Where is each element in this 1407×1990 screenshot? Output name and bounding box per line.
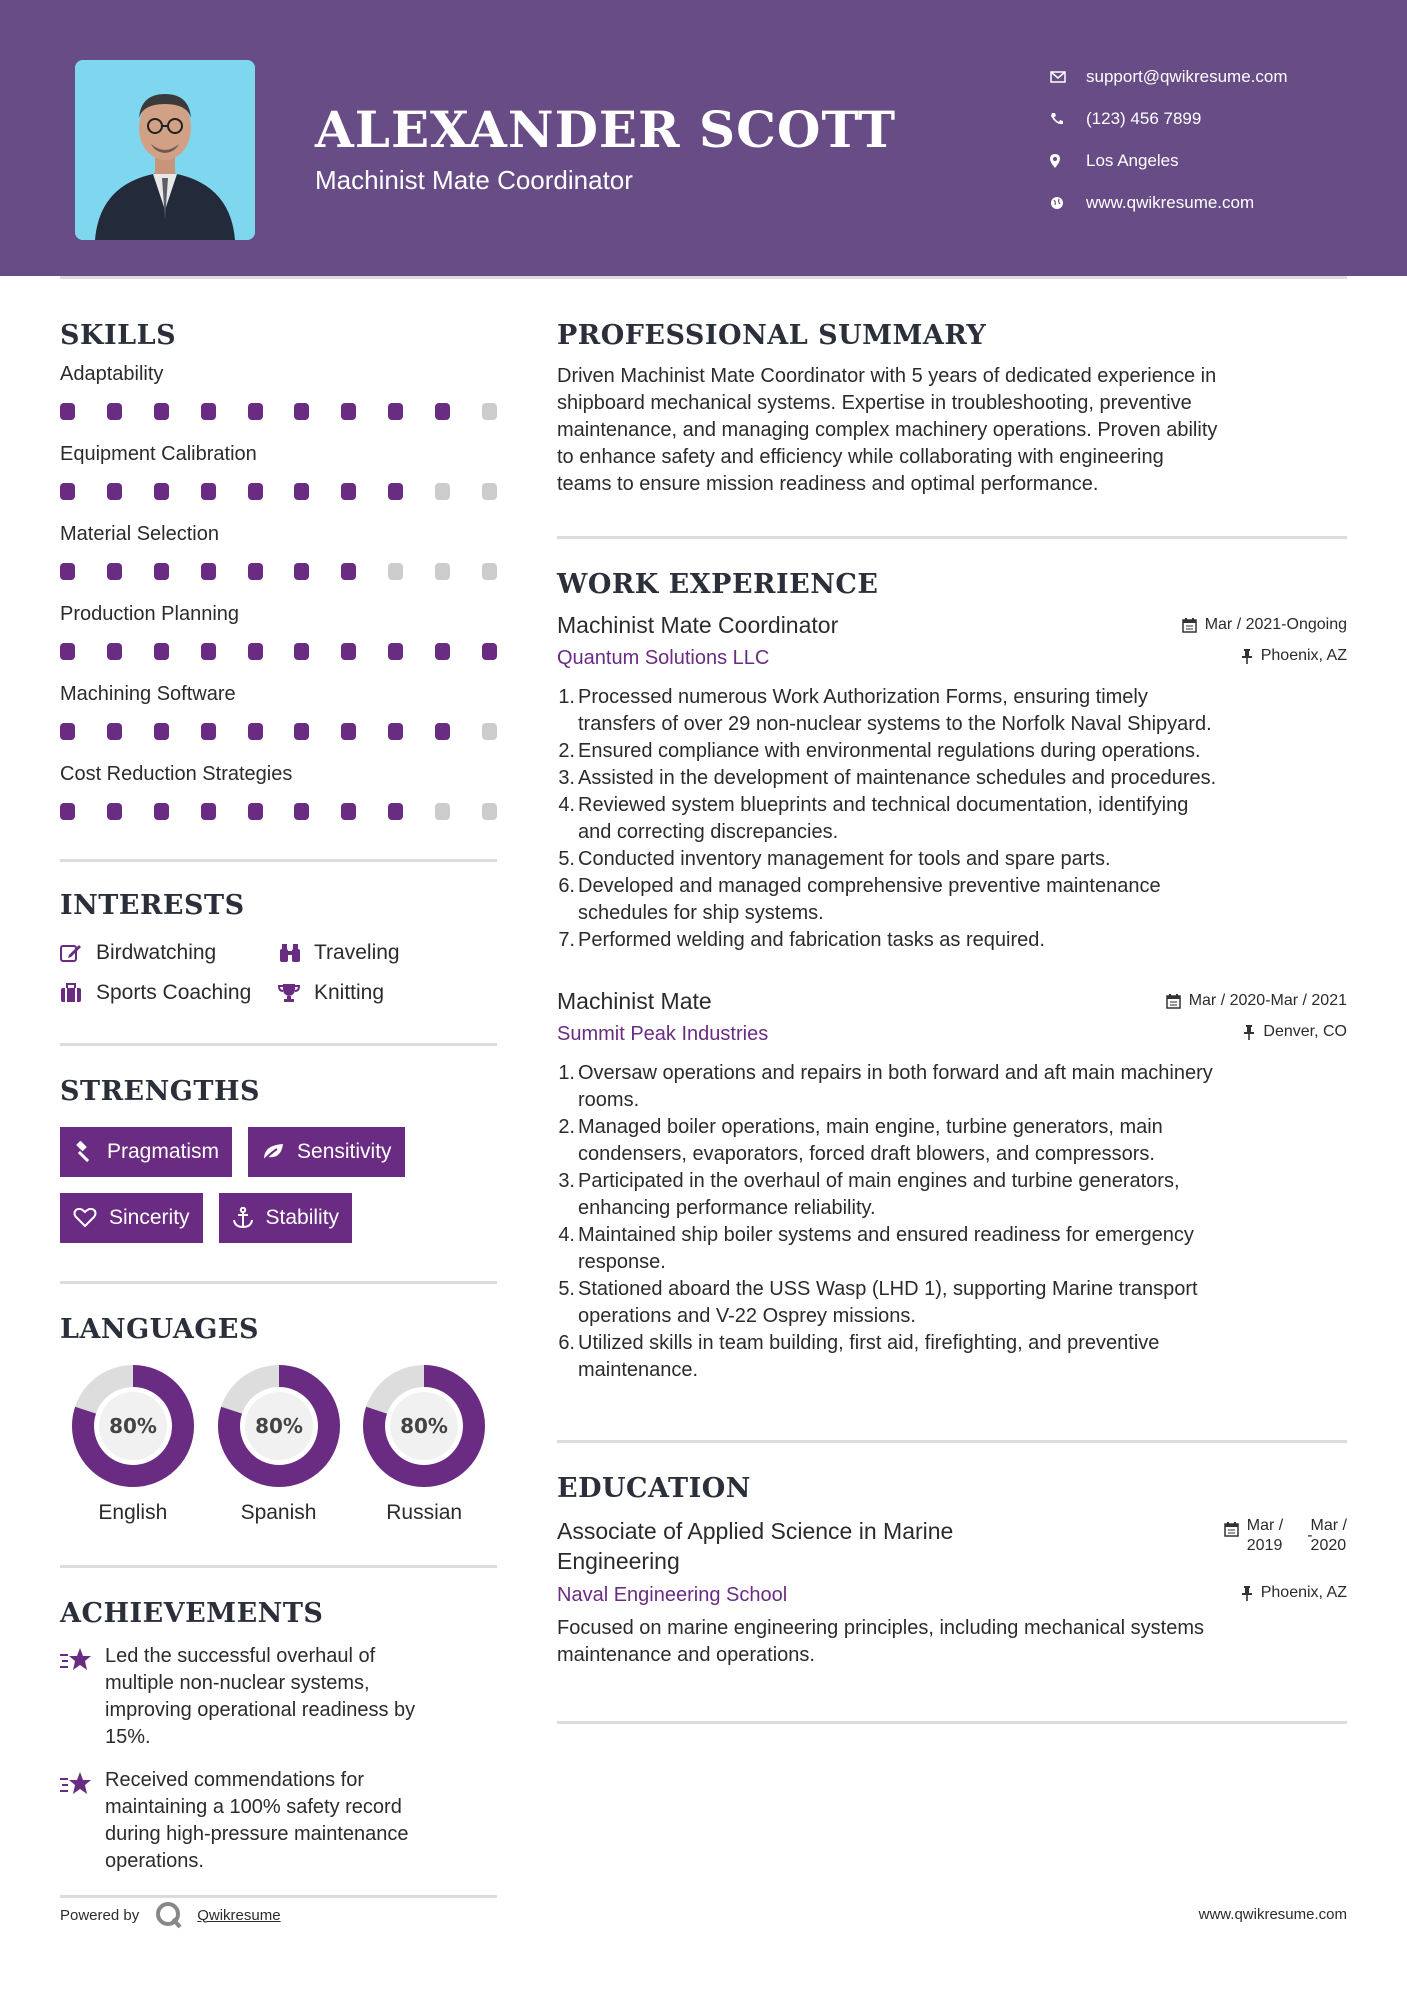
section-title: WORK EXPERIENCE bbox=[557, 569, 879, 600]
interest-item: Sports Coaching bbox=[60, 981, 278, 1005]
leaf-icon bbox=[261, 1142, 285, 1162]
envelope-icon bbox=[1050, 71, 1086, 83]
language-donut bbox=[72, 1365, 194, 1487]
language-name: Spanish bbox=[240, 1501, 317, 1524]
bullet-text: Utilized skills in team building, first aid, firefighting, and preventive maintenance. bbox=[578, 1332, 1160, 1381]
section-title: STRENGTHS bbox=[60, 1076, 260, 1107]
language-item bbox=[206, 1365, 352, 1525]
rating-dot-filled bbox=[482, 643, 497, 660]
experience-section bbox=[557, 569, 1347, 1384]
person-portrait-icon bbox=[75, 60, 255, 240]
rating-dot-filled bbox=[60, 723, 75, 740]
rating-dot-filled bbox=[341, 563, 356, 580]
language-item bbox=[351, 1365, 497, 1525]
rating-dot-filled bbox=[107, 403, 122, 420]
bullet-item bbox=[557, 927, 1347, 954]
section-divider bbox=[557, 536, 1347, 539]
interests-list bbox=[60, 941, 497, 1005]
contact-website bbox=[1050, 182, 1288, 224]
rating-dot-filled bbox=[107, 483, 122, 500]
bullet-number: 6. bbox=[558, 875, 575, 897]
education-location: Phoenix, AZ bbox=[1241, 1584, 1347, 1602]
bullet-text: Oversaw operations and repairs in both forward and aft main machinery rooms. bbox=[578, 1062, 1213, 1111]
rating-dot-filled bbox=[60, 803, 75, 820]
bullet-number: 1. bbox=[558, 686, 575, 708]
bullet-text: Conducted inventory management for tools and spare parts. bbox=[578, 848, 1111, 870]
rating-dot-filled bbox=[435, 723, 450, 740]
bullet-item bbox=[557, 1330, 1347, 1384]
rating-dot-filled bbox=[248, 723, 263, 740]
bullet-number: 5. bbox=[558, 848, 575, 870]
bullet-text: Reviewed system blueprints and technical documentation, identifying and correcting discrepancies. bbox=[578, 794, 1189, 843]
rating-dot-filled bbox=[154, 483, 169, 500]
section-divider bbox=[60, 1281, 497, 1284]
job-entry bbox=[557, 612, 1347, 954]
rating-dot-filled bbox=[435, 403, 450, 420]
rating-dot-filled bbox=[294, 723, 309, 740]
phone-icon bbox=[1050, 112, 1086, 126]
globe-icon bbox=[1050, 196, 1086, 210]
rating-dot-filled bbox=[341, 483, 356, 500]
bullet-number: 4. bbox=[558, 1224, 575, 1246]
contact-location-text: Los Angeles bbox=[1086, 151, 1179, 170]
bullet-text: Managed boiler operations, main engine, turbine generators, main condensers, evaporators, forced draft blowers, and compressors. bbox=[578, 1116, 1163, 1165]
calendar-icon bbox=[1182, 618, 1197, 633]
calendar-icon bbox=[1224, 1516, 1239, 1537]
degree-title: Associate of Applied Science in Marine Engineering bbox=[557, 1518, 954, 1574]
contact-email-text[interactable]: support@qwikresume.com bbox=[1086, 67, 1288, 86]
rating-dot-filled bbox=[107, 803, 122, 820]
strength-chip: Stability bbox=[219, 1193, 353, 1243]
rating-dot-filled bbox=[294, 483, 309, 500]
skill-name: Adaptability bbox=[60, 363, 164, 385]
skill-name: Material Selection bbox=[60, 523, 219, 545]
bullet-item bbox=[557, 1168, 1347, 1222]
section-divider bbox=[60, 1043, 497, 1046]
rating-dot-filled bbox=[201, 803, 216, 820]
skills-list bbox=[60, 363, 497, 821]
language-name: Russian bbox=[386, 1501, 463, 1524]
languages-section bbox=[60, 1314, 497, 1525]
rating-dot-filled bbox=[294, 643, 309, 660]
rating-dot-filled bbox=[388, 403, 403, 420]
rating-dot-filled bbox=[248, 403, 263, 420]
job-head bbox=[557, 612, 1347, 639]
job-bullets bbox=[557, 1060, 1347, 1384]
right-column bbox=[557, 320, 1347, 1724]
education-section bbox=[557, 1473, 1347, 1669]
rating-dot-empty bbox=[482, 803, 497, 820]
bullet-text: Participated in the overhaul of main engines and turbine generators, enhancing performance reliability. bbox=[578, 1170, 1180, 1219]
rating-dot-filled bbox=[388, 723, 403, 740]
rating-dot-filled bbox=[388, 643, 403, 660]
rating-dot-empty bbox=[435, 563, 450, 580]
anchor-icon bbox=[232, 1207, 254, 1229]
bullet-item bbox=[557, 846, 1347, 873]
job-location: Phoenix, AZ bbox=[1241, 647, 1347, 665]
bullet-text: Assisted in the development of maintenance schedules and procedures. bbox=[578, 767, 1217, 789]
bullet-number: 4. bbox=[558, 794, 575, 816]
bullet-item bbox=[557, 738, 1347, 765]
left-column bbox=[60, 320, 497, 1875]
header-divider bbox=[60, 276, 1347, 279]
rating-dot-filled bbox=[201, 483, 216, 500]
bullet-item bbox=[557, 765, 1347, 792]
rating-dot-filled bbox=[201, 563, 216, 580]
rating-dot-filled bbox=[154, 723, 169, 740]
candidate-name: ALEXANDER SCOTT bbox=[315, 100, 897, 159]
rating-dot-empty bbox=[482, 483, 497, 500]
section-title: EDUCATION bbox=[557, 1473, 751, 1504]
gavel-icon bbox=[73, 1141, 95, 1163]
bullet-item bbox=[557, 1060, 1347, 1114]
jobs-list bbox=[557, 612, 1347, 1384]
rating-dot-filled bbox=[294, 403, 309, 420]
section-title: ACHIEVEMENTS bbox=[60, 1598, 324, 1629]
rating-dot-filled bbox=[154, 403, 169, 420]
rating-dot-filled bbox=[154, 563, 169, 580]
language-percent: 80% bbox=[400, 1414, 449, 1438]
rating-dot-filled bbox=[341, 723, 356, 740]
job-dates: Mar / 2020-Mar / 2021 bbox=[1166, 988, 1347, 1010]
bullet-number: 1. bbox=[558, 1062, 575, 1084]
strength-chip: Sensitivity bbox=[248, 1127, 405, 1177]
rating-dot-empty bbox=[482, 403, 497, 420]
rating-dot-filled bbox=[341, 643, 356, 660]
bullet-text: Stationed aboard the USS Wasp (LHD 1), supporting Marine transport operations and V-22 Osprey missions. bbox=[578, 1278, 1198, 1327]
achievements-section bbox=[60, 1598, 497, 1875]
bullet-number: 5. bbox=[558, 1278, 575, 1300]
skill-rating bbox=[60, 483, 497, 501]
education-dates: Mar / 2019 - Mar / 2020 bbox=[1224, 1516, 1347, 1556]
summary-text: Driven Machinist Mate Coordinator with 5 years of dedicated experience in shipboard mechanical systems. Expertise in troubleshooting, preventive maintenance, and managing complex machinery operations. Proven ability to enhance safety and efficiency while collaborating with engineering teams to ensure mission readiness and optimal performance. bbox=[557, 365, 1218, 495]
resume-header bbox=[0, 0, 1407, 276]
strengths-list bbox=[60, 1127, 497, 1243]
rating-dot-filled bbox=[107, 723, 122, 740]
rating-dot-filled bbox=[60, 403, 75, 420]
rating-dot-filled bbox=[60, 483, 75, 500]
bullet-text: Performed welding and fabrication tasks as required. bbox=[578, 929, 1045, 951]
education-sub bbox=[557, 1584, 1347, 1607]
contact-email bbox=[1050, 56, 1288, 98]
rating-dot-empty bbox=[388, 563, 403, 580]
rating-dot-empty bbox=[482, 723, 497, 740]
contact-info bbox=[1050, 56, 1288, 224]
rating-dot-filled bbox=[248, 643, 263, 660]
binoculars-icon bbox=[278, 943, 314, 963]
languages-list bbox=[60, 1365, 497, 1525]
section-title: PROFESSIONAL SUMMARY bbox=[557, 320, 987, 351]
bullet-item bbox=[557, 1276, 1347, 1330]
calendar-icon bbox=[1166, 994, 1181, 1009]
rating-dot-filled bbox=[341, 403, 356, 420]
rating-dot-filled bbox=[388, 803, 403, 820]
rating-dot-filled bbox=[201, 403, 216, 420]
contact-location bbox=[1050, 140, 1288, 182]
skill-name: Production Planning bbox=[60, 603, 240, 625]
briefcase-icon bbox=[60, 983, 96, 1003]
strengths-section bbox=[60, 1076, 497, 1243]
language-percent: 80% bbox=[254, 1414, 303, 1438]
rating-dot-filled bbox=[435, 643, 450, 660]
rating-dot-filled bbox=[60, 563, 75, 580]
achievement-item: Received commendations for maintaining a 100% safety record during high-pressure maintenance operations. bbox=[60, 1767, 497, 1875]
rating-dot-filled bbox=[107, 643, 122, 660]
skills-section bbox=[60, 320, 497, 821]
job-bullets bbox=[557, 684, 1347, 954]
company-name: Quantum Solutions LLC bbox=[557, 647, 770, 669]
rating-dot-filled bbox=[107, 563, 122, 580]
rating-dot-filled bbox=[248, 563, 263, 580]
bullet-number: 3. bbox=[558, 1170, 575, 1192]
contact-phone bbox=[1050, 98, 1288, 140]
language-percent: 80% bbox=[108, 1414, 157, 1438]
qwikresume-logo-icon bbox=[155, 1901, 183, 1929]
skill-name: Cost Reduction Strategies bbox=[60, 763, 293, 785]
bullet-text: Ensured compliance with environmental regulations during operations. bbox=[578, 740, 1201, 762]
company-name: Summit Peak Industries bbox=[557, 1023, 769, 1045]
powered-by: Powered by Qwikresume bbox=[60, 1898, 281, 1932]
rating-dot-filled bbox=[154, 643, 169, 660]
rating-dot-filled bbox=[388, 483, 403, 500]
candidate-title: Machinist Mate Coordinator bbox=[315, 165, 633, 195]
bullet-number: 6. bbox=[558, 1332, 575, 1354]
bullet-item bbox=[557, 873, 1347, 927]
bullet-number: 2. bbox=[558, 1116, 575, 1138]
skill-rating bbox=[60, 563, 497, 581]
language-donut bbox=[218, 1365, 340, 1487]
rating-dot-filled bbox=[60, 643, 75, 660]
interest-item: Birdwatching bbox=[60, 941, 278, 965]
rating-dot-filled bbox=[201, 643, 216, 660]
star-icon bbox=[60, 1767, 105, 1875]
contact-phone-text[interactable]: (123) 456 7899 bbox=[1086, 109, 1202, 128]
skill-rating bbox=[60, 723, 497, 741]
job-title: Machinist Mate bbox=[557, 988, 712, 1014]
contact-website-text[interactable]: www.qwikresume.com bbox=[1086, 193, 1255, 212]
section-title: INTERESTS bbox=[60, 890, 245, 921]
rating-dot-empty bbox=[482, 563, 497, 580]
edit-icon bbox=[60, 943, 96, 963]
education-description: Focused on marine engineering principles, including mechanical systems maintenance and operations. bbox=[557, 1617, 1205, 1666]
pin-icon bbox=[1241, 1586, 1253, 1601]
bullet-item bbox=[557, 684, 1347, 738]
language-item bbox=[60, 1365, 206, 1525]
strength-chip: Pragmatism bbox=[60, 1127, 232, 1177]
section-divider bbox=[60, 859, 497, 862]
skill-rating bbox=[60, 403, 497, 421]
bullet-number: 2. bbox=[558, 740, 575, 762]
rating-dot-filled bbox=[294, 803, 309, 820]
bullet-item bbox=[557, 792, 1347, 846]
bullet-text: Developed and managed comprehensive preventive maintenance schedules for ship systems. bbox=[578, 875, 1161, 924]
interest-item: Knitting bbox=[278, 981, 497, 1005]
brand-link[interactable]: Qwikresume bbox=[197, 1906, 281, 1924]
education-head bbox=[557, 1516, 1347, 1576]
interest-item: Traveling bbox=[278, 941, 497, 965]
bullet-item bbox=[557, 1222, 1347, 1276]
strength-chip: Sincerity bbox=[60, 1193, 203, 1243]
summary-section bbox=[557, 320, 1347, 498]
section-divider bbox=[557, 1440, 1347, 1443]
interests-section bbox=[60, 890, 497, 1005]
trophy-icon bbox=[278, 983, 314, 1003]
section-divider bbox=[60, 1565, 497, 1568]
skill-name: Machining Software bbox=[60, 683, 236, 705]
rating-dot-filled bbox=[248, 803, 263, 820]
rating-dot-filled bbox=[154, 803, 169, 820]
rating-dot-filled bbox=[201, 723, 216, 740]
achievement-item: Led the successful overhaul of multiple non-nuclear systems, improving operational readiness by 15%. bbox=[60, 1643, 497, 1751]
job-location: Denver, CO bbox=[1243, 1023, 1347, 1041]
bullet-number: 3. bbox=[558, 767, 575, 789]
rating-dot-filled bbox=[294, 563, 309, 580]
section-title: LANGUAGES bbox=[60, 1314, 259, 1345]
job-head bbox=[557, 988, 1347, 1015]
skill-rating bbox=[60, 803, 497, 821]
bullet-text: Maintained ship boiler systems and ensured readiness for emergency response. bbox=[578, 1224, 1194, 1273]
rating-dot-empty bbox=[435, 803, 450, 820]
school-name: Naval Engineering School bbox=[557, 1584, 788, 1606]
star-icon bbox=[60, 1643, 105, 1751]
rating-dot-filled bbox=[248, 483, 263, 500]
bullet-text: Processed numerous Work Authorization Forms, ensuring timely transfers of over 29 non-nuclear systems to the Norfolk Naval Shipyard. bbox=[578, 686, 1212, 735]
rating-dot-filled bbox=[341, 803, 356, 820]
job-dates: Mar / 2021-Ongoing bbox=[1182, 612, 1347, 634]
skill-rating bbox=[60, 643, 497, 661]
job-sub bbox=[557, 647, 1347, 670]
rating-dot-empty bbox=[435, 483, 450, 500]
pin-icon bbox=[1241, 649, 1253, 664]
bullet-item bbox=[557, 1114, 1347, 1168]
language-name: English bbox=[98, 1501, 168, 1524]
heart-icon bbox=[73, 1208, 97, 1228]
section-divider bbox=[557, 1721, 1347, 1724]
job-sub bbox=[557, 1023, 1347, 1046]
job-title: Machinist Mate Coordinator bbox=[557, 612, 839, 638]
language-donut bbox=[363, 1365, 485, 1487]
profile-photo bbox=[75, 60, 255, 240]
section-title: SKILLS bbox=[60, 320, 177, 351]
footer-url[interactable]: www.qwikresume.com bbox=[1198, 1906, 1347, 1923]
map-marker-icon bbox=[1050, 154, 1086, 168]
job-entry bbox=[557, 988, 1347, 1384]
skill-name: Equipment Calibration bbox=[60, 443, 257, 465]
pin-icon bbox=[1243, 1025, 1255, 1040]
bullet-number: 7. bbox=[558, 929, 575, 951]
